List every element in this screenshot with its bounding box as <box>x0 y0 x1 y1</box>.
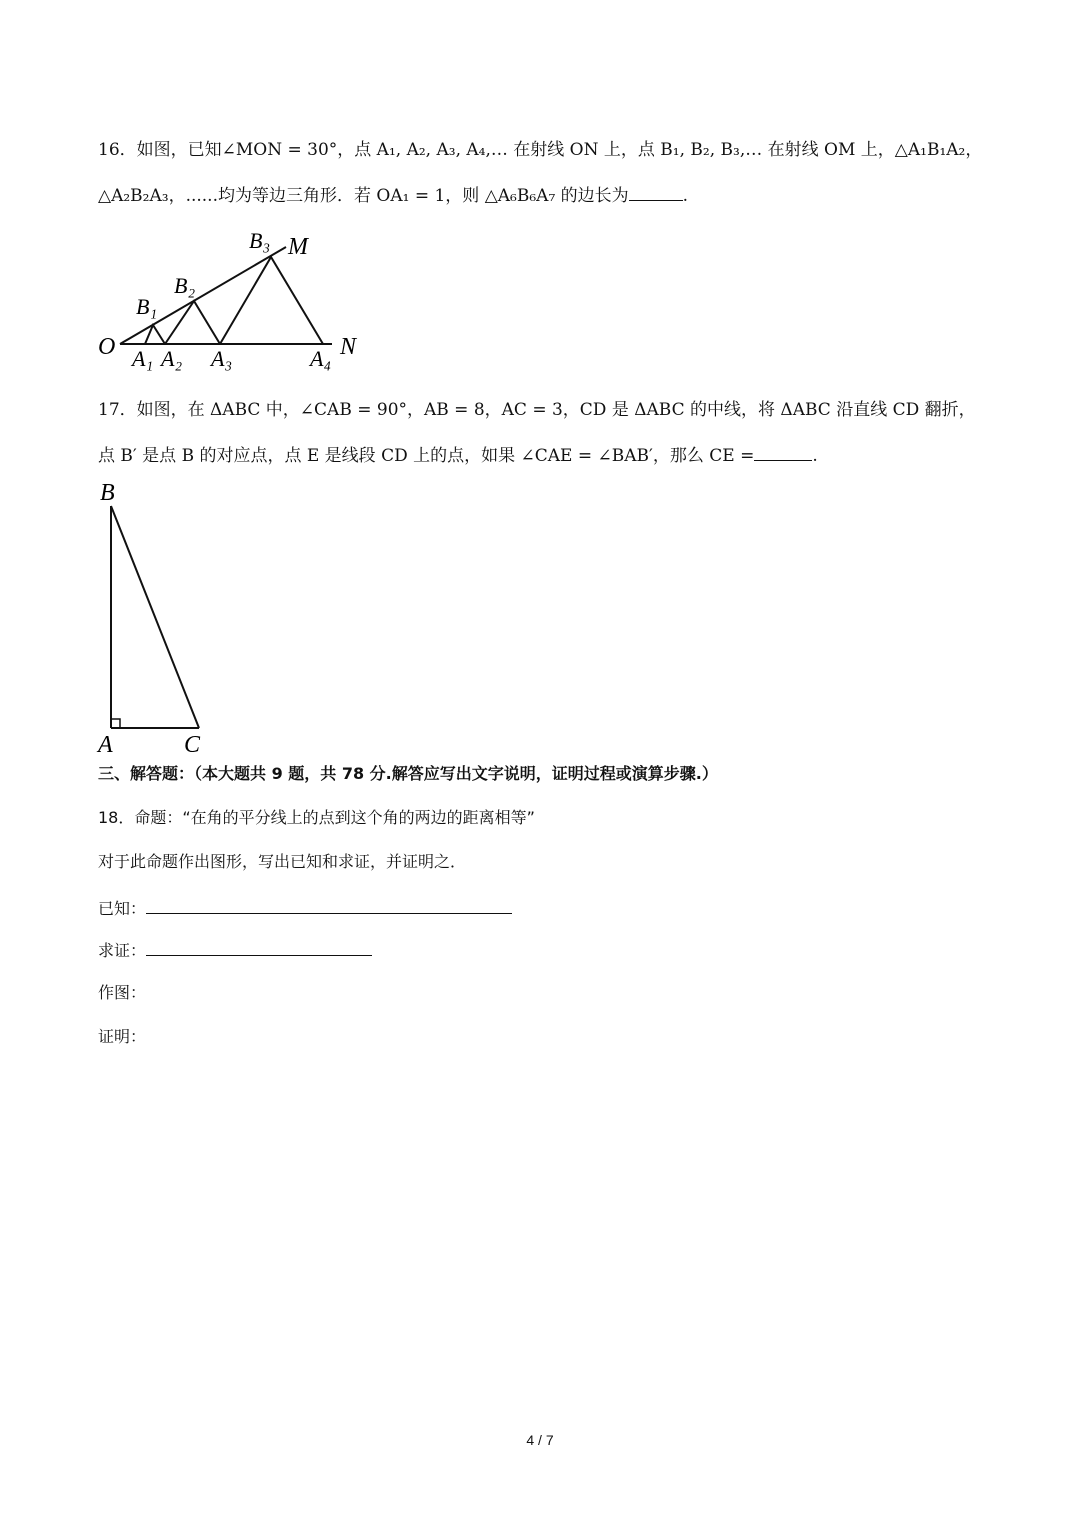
label-n: N <box>340 334 357 360</box>
section-3-heading: 三、解答题：（本大题共 9 题，共 78 分.解答应写出文字说明，证明过程或演算步骤.） <box>98 764 718 783</box>
q18-prove-row <box>98 937 372 963</box>
q17-answer-blank <box>754 442 812 461</box>
label-o: O <box>98 334 116 360</box>
q16-answer-blank <box>629 182 683 201</box>
label-b: B <box>100 480 115 506</box>
label-b2: B₂ <box>174 273 196 298</box>
q18-prove-label: 求证： <box>98 941 147 960</box>
label-a1: A₁ <box>132 346 154 371</box>
q18-given-blank <box>146 895 512 914</box>
q18-draw-label: 作图： <box>98 983 147 1002</box>
q16-line-2 <box>98 182 688 208</box>
label-a3: A₃ <box>211 346 233 371</box>
triangle-a3-b3-a4 <box>220 257 323 344</box>
label-a2: A₂ <box>161 346 183 371</box>
q17-figure <box>92 478 232 758</box>
triangle-a2-b2-a3 <box>165 301 220 344</box>
q18-given-row <box>98 895 512 921</box>
label-c: C <box>184 732 201 758</box>
q16-line-end: . <box>682 186 689 206</box>
label-b3: B₃ <box>249 228 271 253</box>
q17-text-1: 17．如图，在 ΔABC 中，∠CAB = 90°，AB = 8，AC = 3，CD 是 ΔABC 的中线，将 ΔABC 沿直线 CD 翻折， <box>98 400 976 420</box>
q18-proof-label: 证明： <box>98 1027 147 1046</box>
label-a4: A₄ <box>310 346 332 371</box>
q17-text-2: 点 B′ 是点 B 的对应点，点 E 是线段 CD 上的点，如果 ∠CAE = ∠BAB′，那么 CE = <box>98 446 755 466</box>
page-number: 4 / 7 <box>526 1432 554 1448</box>
label-b1: B₁ <box>136 294 158 319</box>
q18-instruction: 对于此命题作出图形，写出已知和求证，并证明之． <box>98 852 467 871</box>
segment-bc <box>111 506 199 728</box>
q18-prove-blank <box>146 937 372 956</box>
q18-given-label: 已知： <box>98 899 147 918</box>
q16-line-1 <box>98 138 982 162</box>
q17-line-1 <box>98 398 976 422</box>
q16-figure <box>92 226 472 376</box>
q18-proposition: 18．命题：“在角的平分线上的点到这个角的两边的距离相等” <box>98 808 535 827</box>
q16-text-2: △A₂B₂A₃，......均为等边三角形．若 OA₁ = 1，则 △A₆B₆A₇ 的边长为 <box>98 186 629 206</box>
right-angle-mark <box>111 719 120 728</box>
q17-line-end: . <box>812 446 818 466</box>
label-m: M <box>288 234 308 260</box>
q16-text-1: 16．如图，已知∠MON = 30°，点 A₁, A₂, A₃, A₄,… 在射线 ON 上，点 B₁, B₂, B₃,… 在射线 OM 上，△A₁B₁A₂， <box>98 140 983 160</box>
label-a: A <box>98 732 113 758</box>
q17-line-2 <box>98 442 818 468</box>
